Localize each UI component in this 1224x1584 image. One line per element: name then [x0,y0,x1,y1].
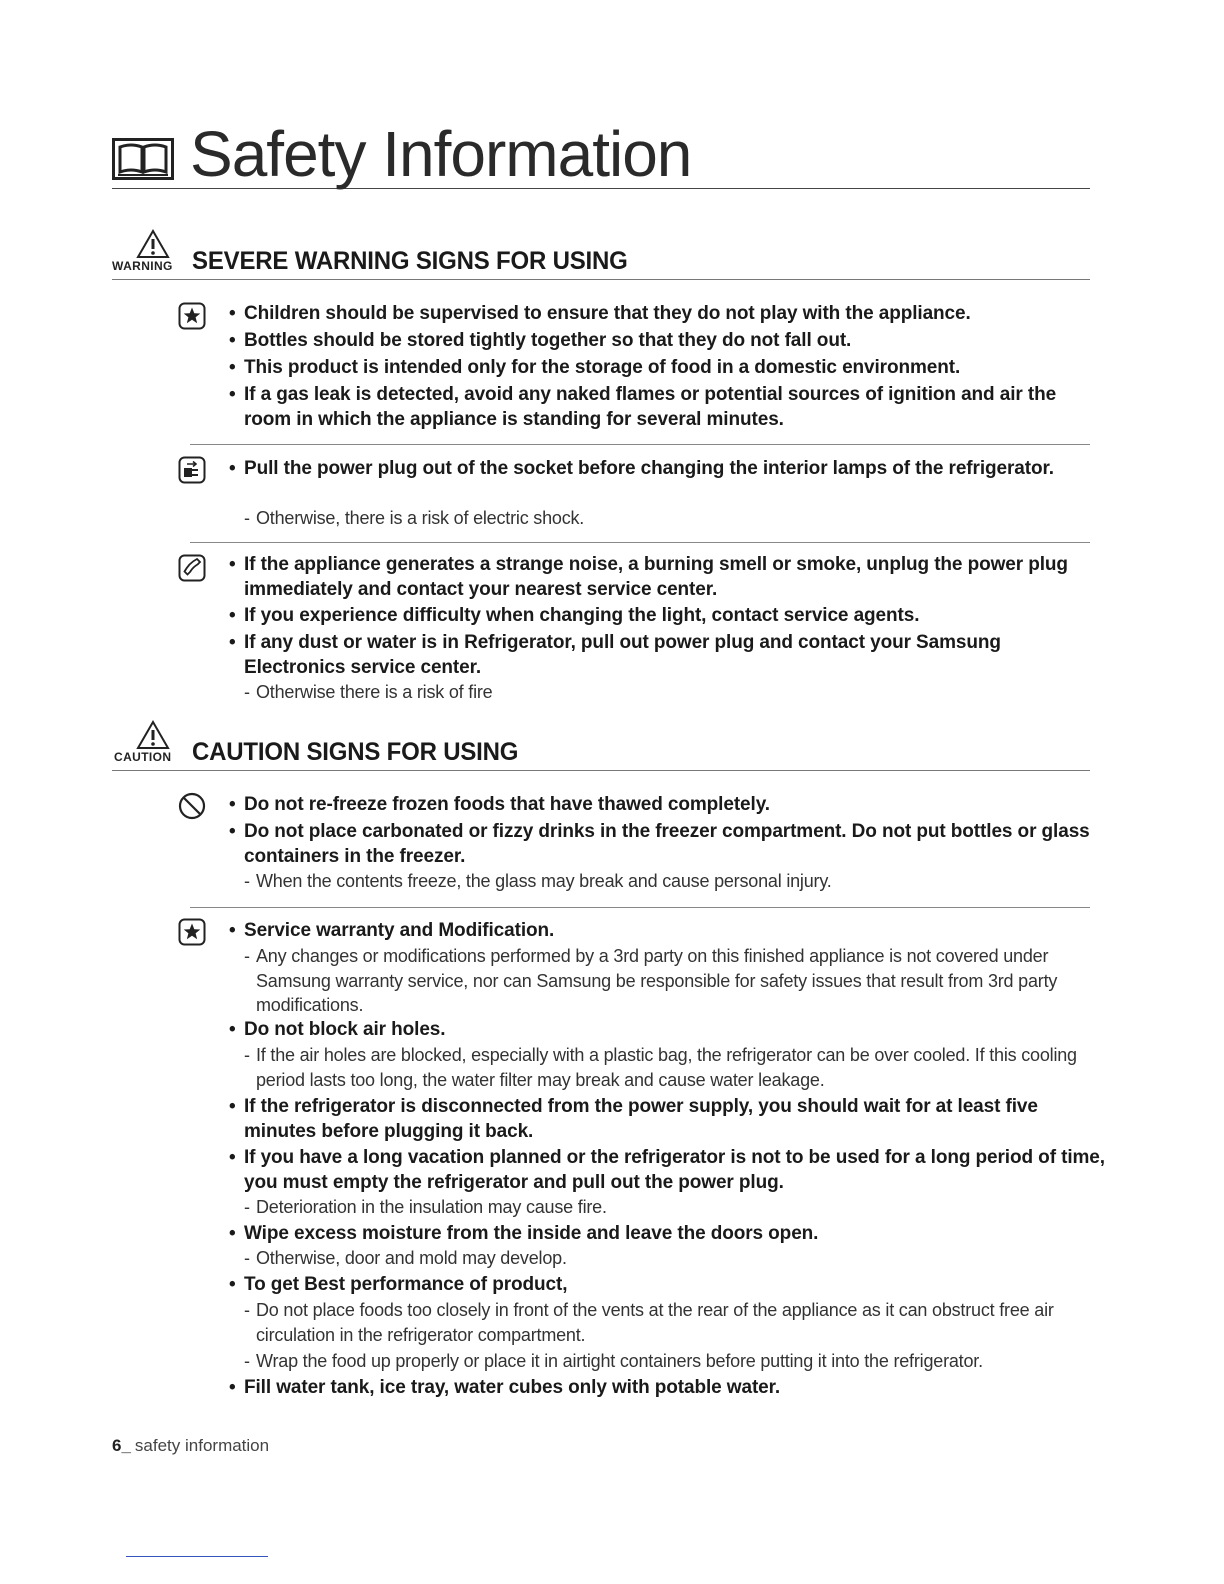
page-title: Safety Information [190,118,692,190]
list-sub-item: - Otherwise, there is a risk of electric shock. [244,506,1102,531]
list-item: • Children should be supervised to ensure that they do not play with the appliance. [229,302,1106,327]
list-item: • Bottles should be stored tightly together so that they do not fall out. [229,329,1106,354]
list-item: • Do not block air holes. [229,1018,1106,1043]
list-item: • Fill water tank, ice tray, water cubes only with potable water. [229,1376,1106,1401]
list-item: • Service warranty and Modification. [229,919,1106,944]
footer-rule [126,1556,268,1557]
list-sub-item: - Deterioration in the insulation may cause fire. [244,1195,1102,1220]
caution-section-title: CAUTION SIGNS FOR USING [192,738,519,766]
list-sub-item: - Do not place foods too closely in front of the vents at the rear of the appliance as it can obstruct free air circulation in the refrigerator compartment. [244,1298,1102,1347]
list-item: • If the appliance generates a strange noise, a burning smell or smoke, unplug the power plug immediately and contact your nearest service center. [229,553,1106,602]
list-sub-item: - Otherwise, door and mold may develop. [244,1246,1102,1271]
list-item: • To get Best performance of product, [229,1273,1106,1298]
unplug-icon [178,456,206,484]
warning-signal [112,229,192,277]
group-divider [190,542,1090,543]
star-box-icon [178,302,206,330]
warning-section-title: SEVERE WARNING SIGNS FOR USING [192,247,628,275]
list-item: • If a gas leak is detected, avoid any naked flames or potential sources of ignition and air the room in which the appliance is standing for several minutes. [229,383,1106,432]
list-item: • This product is intended only for the storage of food in a domestic environment. [229,356,1106,381]
list-sub-item: - Wrap the food up properly or place it in airtight containers before putting it into the refrigerator. [244,1349,1102,1374]
book-icon [112,138,174,180]
list-item: • Wipe excess moisture from the inside and leave the doors open. [229,1222,1106,1247]
page-title-bar [112,118,1090,190]
list-item: • If you experience difficulty when changing the light, contact service agents. [229,604,1106,629]
list-item: • Do not place carbonated or fizzy drinks in the freezer compartment. Do not put bottles or glass containers in the freezer. [229,820,1106,869]
list-item: • If you have a long vacation planned or the refrigerator is not to be used for a long period of time, you must empty the refrigerator and pull out the power plug. [229,1146,1106,1195]
prohibited-icon [178,792,206,820]
phone-icon [178,554,206,582]
caution-signal-word: CAUTION [114,750,172,764]
star-box-icon [178,918,206,946]
group-divider [190,444,1090,445]
group-divider [190,907,1090,908]
list-sub-item: - Any changes or modifications performed by a 3rd party on this finished appliance is not covered under Samsung warranty service, nor can Samsung be responsible for safety issues that result from 3rd party modifications. [244,944,1102,1018]
list-item: • Pull the power plug out of the socket before changing the interior lamps of the refrigerator. [229,457,1106,482]
warning-section-header [112,229,1090,280]
warning-triangle-icon [136,229,170,259]
warning-signal-word: WARNING [112,259,173,273]
page-footer [112,1436,269,1456]
caution-triangle-icon [136,720,170,750]
caution-signal [112,720,192,768]
list-sub-item: - If the air holes are blocked, especially with a plastic bag, the refrigerator can be over cooled. If this cooling period lasts too long, the water filter may break and cause water leakage. [244,1043,1102,1092]
list-item: • If the refrigerator is disconnected from the power supply, you should wait for at least five minutes before plugging it back. [229,1095,1106,1144]
list-sub-item: - When the contents freeze, the glass may break and cause personal injury. [244,869,1102,894]
list-item: • If any dust or water is in Refrigerator, pull out power plug and contact your Samsung Electronics service center. [229,631,1106,680]
page-number: 6_ [112,1436,131,1455]
footer-label: safety information [134,1436,270,1455]
list-sub-item: - Otherwise there is a risk of fire [244,680,1102,705]
caution-section-header [112,720,1090,771]
list-item: • Do not re-freeze frozen foods that have thawed completely. [229,793,1106,818]
